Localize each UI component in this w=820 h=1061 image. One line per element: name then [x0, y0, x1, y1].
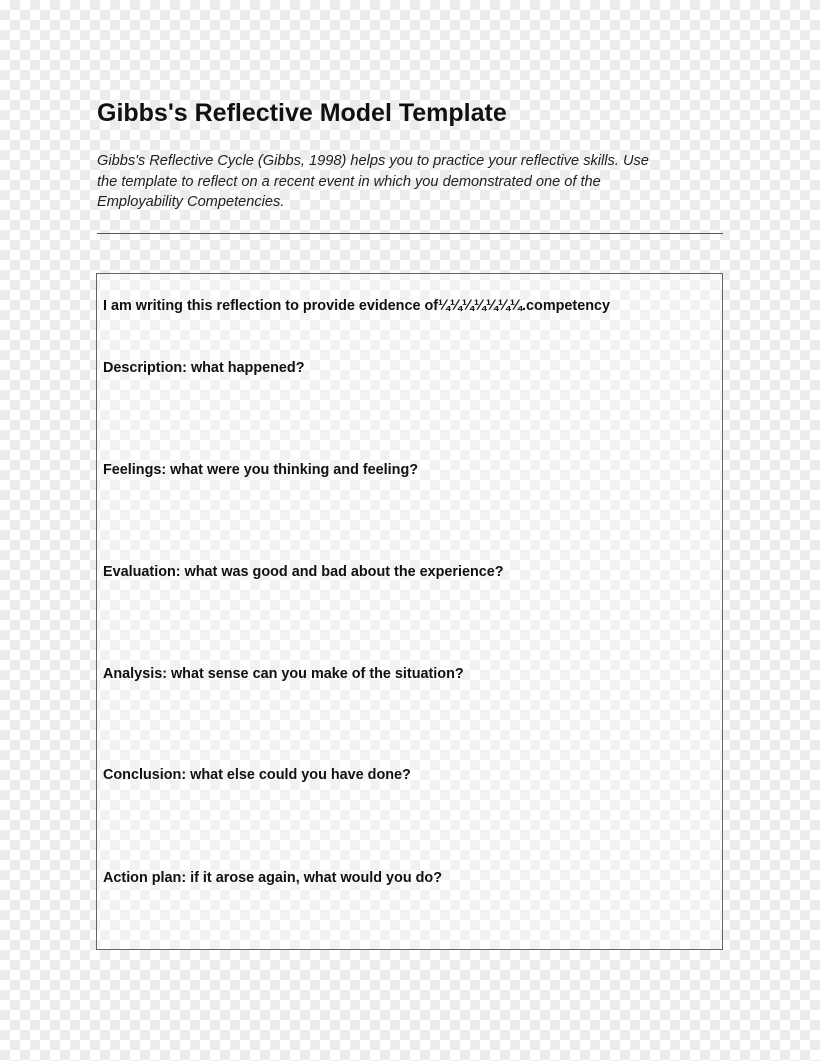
- description-answer-area[interactable]: [103, 382, 715, 458]
- feelings-answer-area[interactable]: [103, 484, 715, 560]
- document-title: Gibbs's Reflective Model Template: [97, 99, 507, 127]
- evidence-prompt: I am writing this reflection to provide evidence of¼¼¼¼¼¼¼.competency: [103, 298, 611, 314]
- description-prompt: Description: what happened?: [103, 360, 305, 376]
- feelings-prompt: Feelings: what were you thinking and feeling?: [103, 462, 419, 478]
- conclusion-prompt: Conclusion: what else could you have done?: [103, 767, 411, 783]
- conclusion-answer-area[interactable]: [103, 789, 715, 867]
- action-plan-prompt: Action plan: if it arose again, what would you do?: [103, 870, 442, 886]
- intro-text: Gibbs's Reflective Cycle (Gibbs, 1998) helps you to practice your reflective skills. Use the template to reflect on a recent event in which you demonstrated one of the Employability Competencies.: [97, 153, 649, 210]
- divider: [97, 233, 723, 234]
- analysis-answer-area[interactable]: [103, 688, 715, 764]
- analysis-prompt: Analysis: what sense can you make of the situation?: [103, 666, 464, 682]
- evaluation-answer-area[interactable]: [103, 586, 715, 662]
- action-plan-answer-area[interactable]: [103, 892, 715, 944]
- evaluation-prompt: Evaluation: what was good and bad about the experience?: [103, 564, 504, 580]
